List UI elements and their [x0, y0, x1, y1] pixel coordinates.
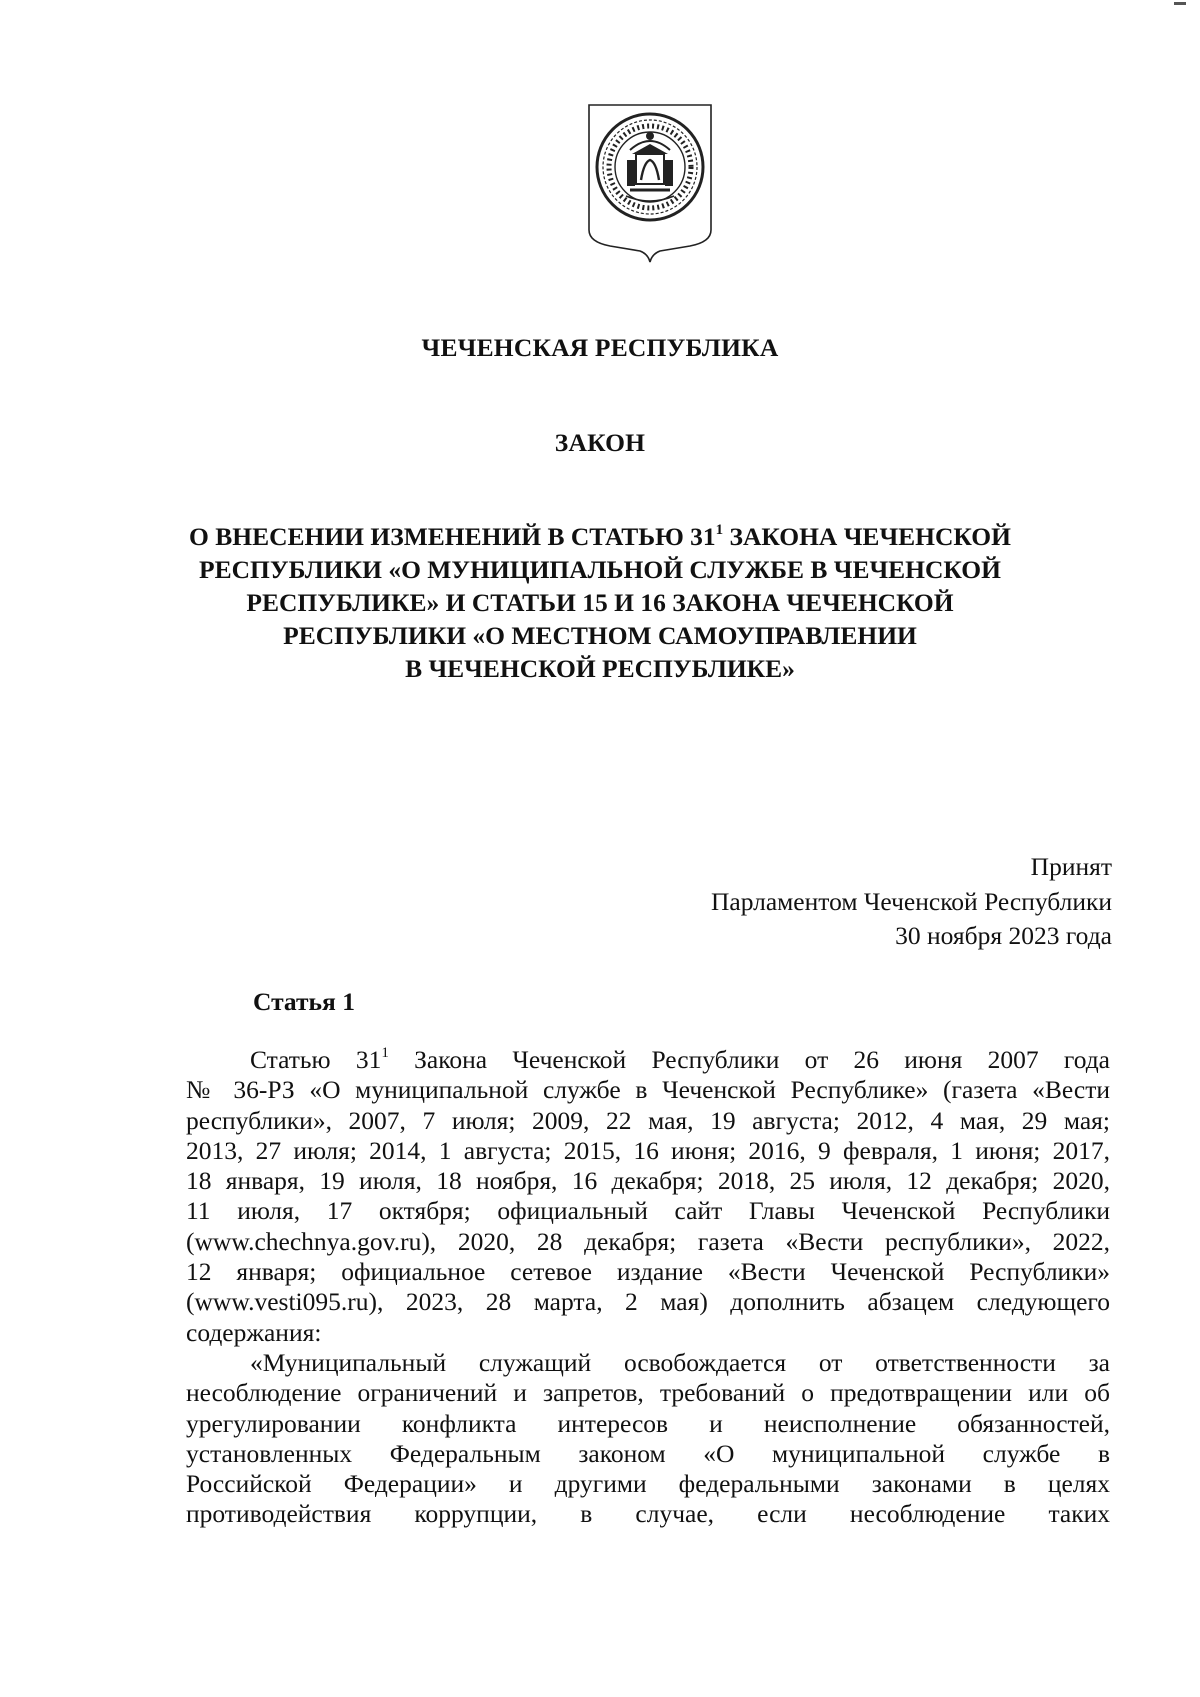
law-title-line: О ВНЕСЕНИИ ИЗМЕНЕНИЙ В СТАТЬЮ $31^1$ ЗАКОНА ЧЕЧЕНСКОЙ	[189, 521, 1011, 551]
text-line: (www.vesti095.ru), 2023, 28 марта, 2 мая) дополнить абзацем следующего	[186, 1287, 1110, 1317]
scan-mark	[1174, 2, 1186, 5]
text-line: Статью $31^1$ Закона Чеченской Республики от 26 июня 2007 года	[250, 1044, 1110, 1074]
text-line: № 36-РЗ «О муниципальной службе в Чеченской Республике» (газета «Вести	[186, 1075, 1110, 1105]
text-line: 12 января; официальное сетевое издание «Вести Чеченской Республики»	[186, 1257, 1110, 1287]
article-body	[186, 1045, 1110, 1530]
text-line: 18 января, 19 июля, 18 ноября, 16 декабря; 2018, 25 июля, 12 декабря; 2020,	[186, 1166, 1110, 1196]
law-title-line: РЕСПУБЛИКИ «О МУНИЦИПАЛЬНОЙ СЛУЖБЕ В ЧЕЧЕНСКОЙ	[199, 555, 1001, 584]
text-line: республики», 2007, 7 июля; 2009, 22 мая, 19 августа; 2012, 4 мая, 29 мая;	[186, 1105, 1110, 1135]
text-line: противодействия коррупции, в случае, если несоблюдение таких	[186, 1499, 1110, 1529]
adopted-label: Принят	[1030, 852, 1112, 881]
text-line: несоблюдение ограничений и запретов, требований о предотвращении или об	[186, 1378, 1110, 1408]
republic-name: ЧЕЧЕНСКАЯ РЕСПУБЛИКА	[421, 333, 779, 362]
paragraph	[186, 1045, 1110, 1348]
adopted-by: Парламентом Чеченской Республики	[710, 886, 1112, 916]
text-line: Российской Федерации» и другими федеральными законами в целях	[186, 1469, 1110, 1499]
law-title	[170, 520, 1030, 685]
adoption-block	[512, 850, 1112, 954]
text-line: (www.chechnya.gov.ru), 2020, 28 декабря; газета «Вести республики», 2022,	[186, 1226, 1110, 1256]
text-line: «Муниципальный служащий освобождается от ответственности за	[250, 1347, 1110, 1377]
law-title-line: В ЧЕЧЕНСКОЙ РЕСПУБЛИКЕ»	[405, 654, 795, 683]
text-line: 11 июля, 17 октября; официальный сайт Главы Чеченской Республики	[186, 1196, 1110, 1226]
law-title-line: РЕСПУБЛИКИ «О МЕСТНОМ САМОУПРАВЛЕНИИ	[283, 621, 917, 650]
law-title-line: РЕСПУБЛИКЕ» И СТАТЬИ 15 И 16 ЗАКОНА ЧЕЧЕНСКОЙ	[246, 588, 954, 617]
adopted-date: 30 ноября 2023 года	[895, 921, 1112, 950]
text-line: содержания:	[186, 1317, 322, 1347]
text-line: установленных Федеральным законом «О муниципальной службе в	[186, 1438, 1110, 1468]
chechen-coat-of-arms-icon	[586, 102, 714, 264]
text-line: 2013, 27 июля; 2014, 1 августа; 2015, 16 июня; 2016, 9 февраля, 1 июня; 2017,	[186, 1135, 1110, 1165]
document-type: ЗАКОН	[554, 428, 646, 457]
article-heading: Статья 1	[253, 987, 355, 1016]
text-line: урегулировании конфликта интересов и неисполнение обязанностей,	[186, 1408, 1110, 1438]
paragraph	[186, 1348, 1110, 1530]
